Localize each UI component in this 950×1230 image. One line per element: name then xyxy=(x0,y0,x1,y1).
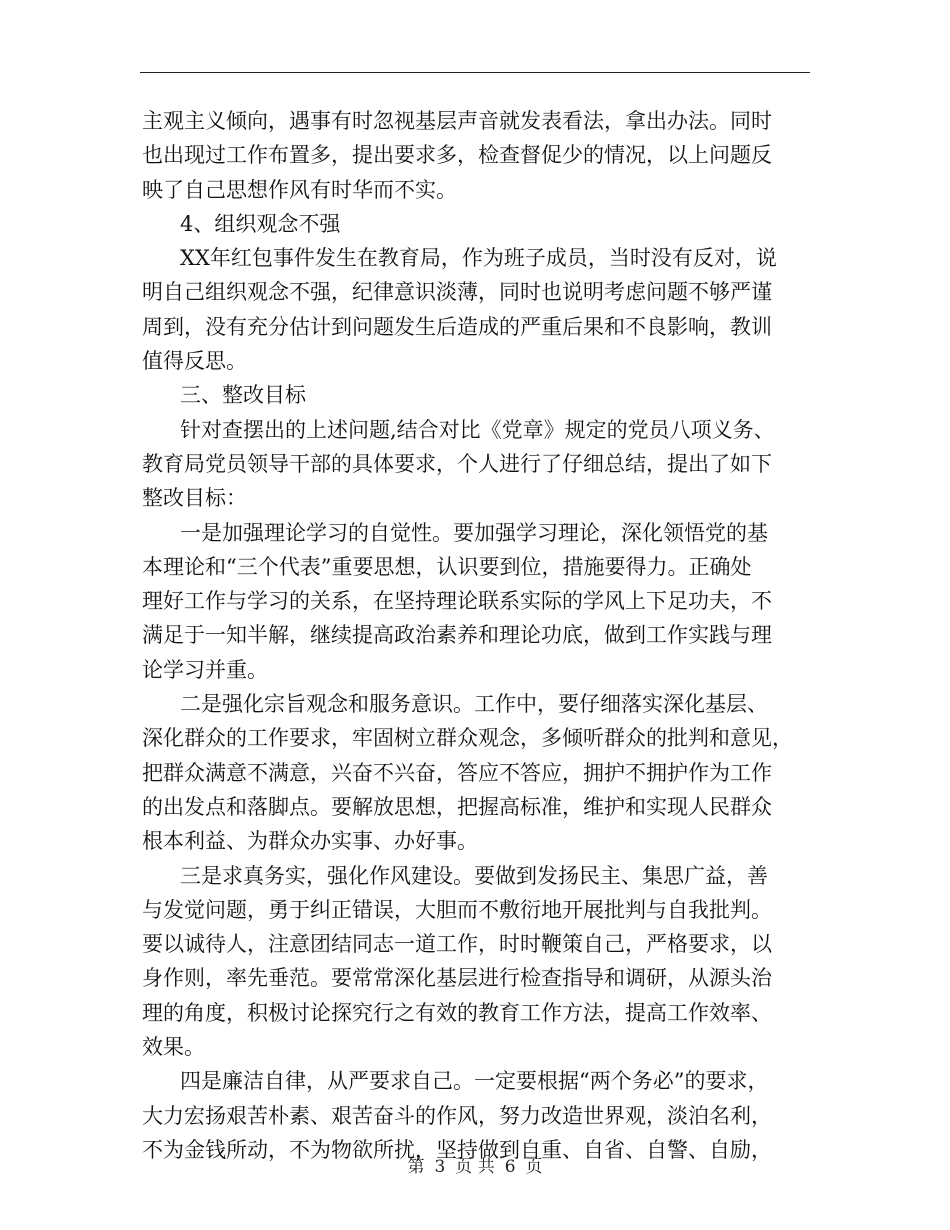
text-line: 论学习并重。 xyxy=(142,657,268,682)
text-line: 三、整改目标 xyxy=(180,383,306,408)
text-line: 值得反思。 xyxy=(142,349,247,374)
text-line: 把群众满意不满意，兴奋不兴奋，答应不答应，拥护不拥护作为工作 xyxy=(142,760,772,785)
text-line: 与发觉问题，勇于纠正错误，大胆而不敷衍地开展批判与自我批判。 xyxy=(142,897,772,922)
text-line: 也出现过工作布置多，提出要求多，检查督促少的情况，以上问题反 xyxy=(142,143,772,168)
document-body xyxy=(142,104,810,1167)
text-line: 的出发点和落脚点。要解放思想，把握高标准，维护和实现人民群众 xyxy=(142,794,772,819)
total-page-count: 6 xyxy=(504,1157,516,1177)
text-line: 明自己组织观念不强，纪律意识淡薄，同时也说明考虑问题不够严谨 xyxy=(142,280,772,305)
text-line: 教育局党员领导干部的具体要求，个人进行了仔细总结，提出了如下 xyxy=(142,451,772,476)
text-line: 要以诚待人，注意团结同志一道工作，时时鞭策自己，严格要求，以 xyxy=(142,932,772,957)
footer-mid: 页 共 xyxy=(455,1157,495,1177)
text-line: 周到，没有充分估计到问题发生后造成的严重后果和不良影响，教训 xyxy=(142,314,772,339)
text-line: 一是加强理论学习的自觉性。要加强学习理论，深化领悟党的基 xyxy=(180,520,768,545)
text-line: 映了自己思想作风有时华而不实。 xyxy=(142,177,457,202)
text-line: 二是强化宗旨观念和服务意识。工作中，要仔细落实深化基层、 xyxy=(180,692,768,717)
text-line: 不为金钱所动，不为物欲所扰，坚持做到自重、自省、自警、自励， xyxy=(142,1137,772,1162)
text-line: XX年红包事件发生在教育局，作为班子成员，当时没有反对，说 xyxy=(180,246,777,271)
header-rule xyxy=(140,72,810,73)
text-line: 大力宏扬艰苦朴素、艰苦奋斗的作风，努力改造世界观，淡泊名利， xyxy=(142,1103,772,1128)
text-line: 效果。 xyxy=(142,1035,205,1060)
text-line: 本理论和“三个代表”重要思想，认识要到位，措施要得力。正确处 xyxy=(142,554,752,579)
text-line: 4、组织观念不强 xyxy=(180,211,341,236)
current-page-number: 3 xyxy=(434,1157,446,1177)
footer-suffix: 页 xyxy=(525,1157,543,1177)
text-line: 满足于一知半解，继续提高政治素养和理论功底，做到工作实践与理 xyxy=(142,623,772,648)
text-line: 主观主义倾向，遇事有时忽视基层声音就发表看法，拿出办法。同时 xyxy=(142,109,772,133)
text-line: 理的角度，积极讨论探究行之有效的教育工作方法，提高工作效率、 xyxy=(142,1000,772,1025)
text-line: 三是求真务实，强化作风建设。要做到发扬民主、集思广益，善 xyxy=(180,863,768,888)
text-line: 针对查摆出的上述问题,结合对比《党章》规定的党员八项义务、 xyxy=(180,417,775,442)
text-line: 根本利益、为群众办实事、办好事。 xyxy=(142,829,478,854)
text-line: 理好工作与学习的关系，在坚持理论联系实际的学风上下足功夫，不 xyxy=(142,589,772,614)
text-line: 深化群众的工作要求，牢固树立群众观念，多倾听群众的批判和意见， xyxy=(142,726,793,751)
footer-prefix: 第 xyxy=(407,1157,425,1177)
text-line: 身作则，率先垂范。要常常深化基层进行检查指导和调研，从源头治 xyxy=(142,966,772,991)
text-line: 整改目标： xyxy=(142,486,247,511)
page-footer xyxy=(0,1152,950,1177)
text-line: 四是廉洁自律，从严要求自己。一定要根据“两个务必”的要求， xyxy=(180,1069,769,1094)
